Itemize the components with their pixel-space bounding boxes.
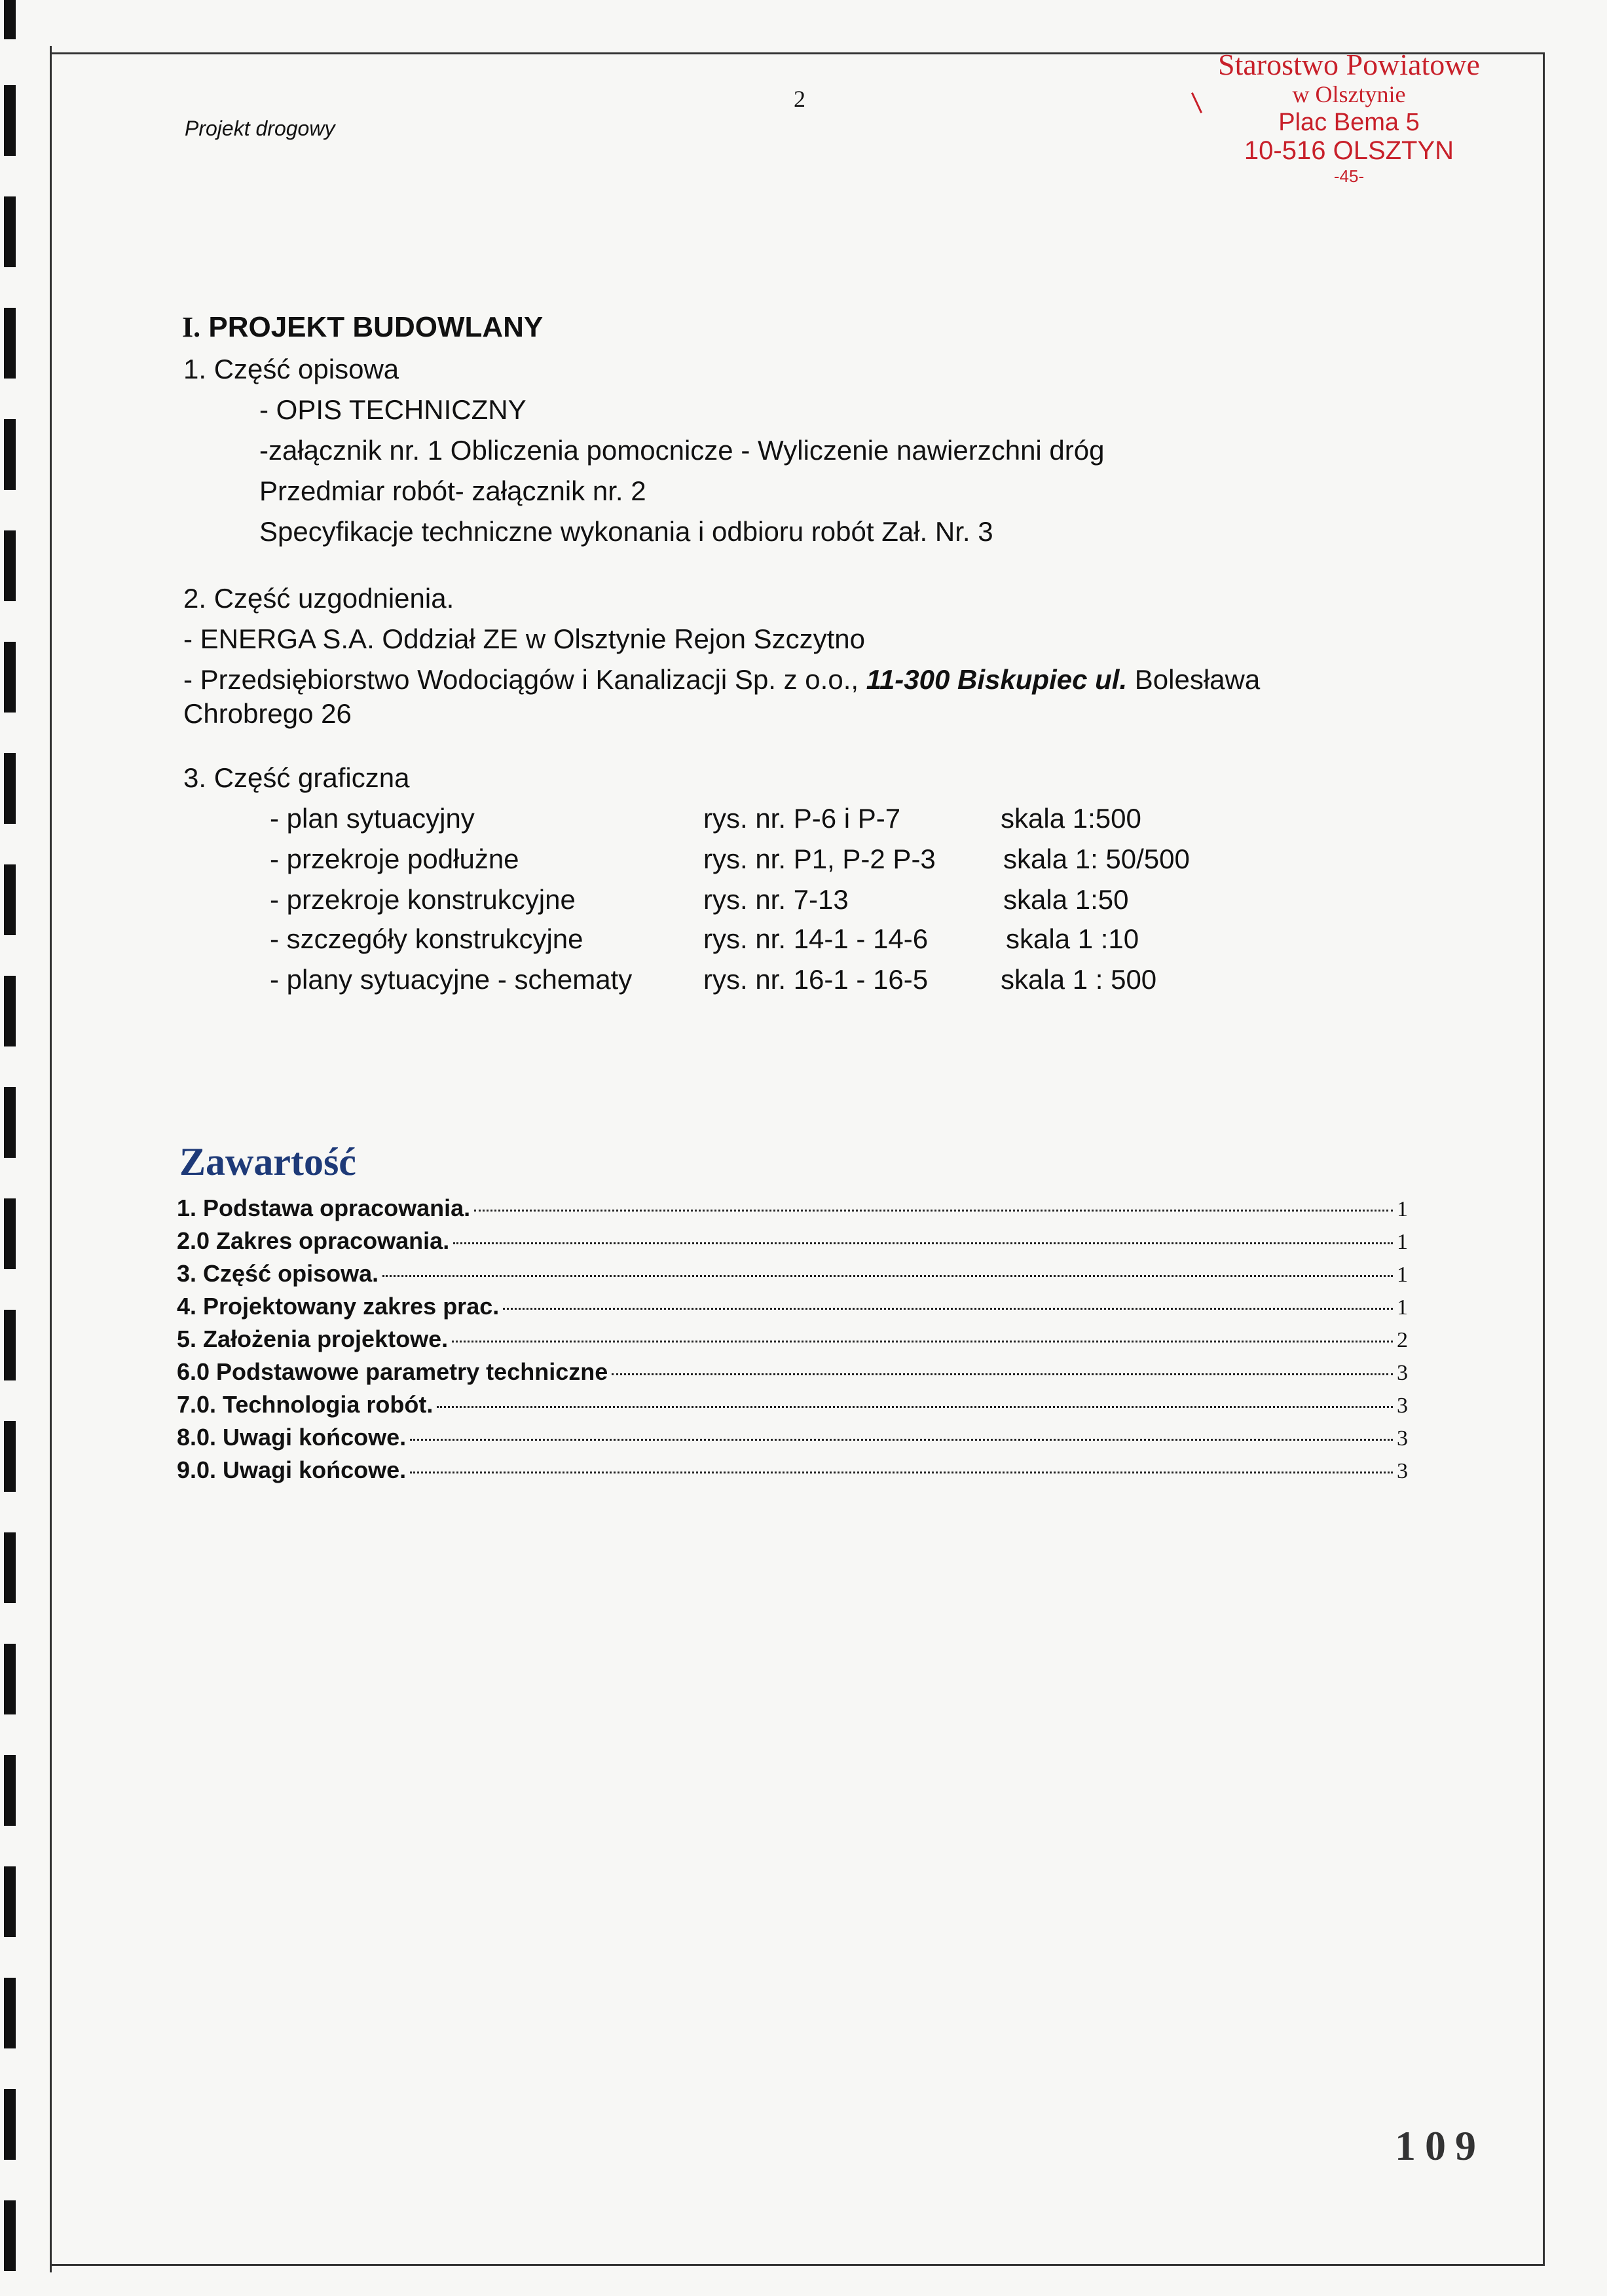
drawing-scale: skala 1: 50/500: [1003, 843, 1190, 874]
binding-mark: [4, 1087, 16, 1158]
drawing-scale: skala 1 : 500: [1001, 964, 1157, 995]
binding-mark: [4, 419, 16, 490]
binding-mark: [4, 308, 16, 379]
toc-entry[interactable]: [177, 1260, 1408, 1293]
part1-item: Specyfikacje techniczne wykonania i odbioru robót Zał. Nr. 3: [259, 516, 993, 547]
stamp-line-1: Starostwo Powiatowe: [1218, 48, 1480, 81]
part2-heading: 2. Część uzgodnienia.: [183, 583, 454, 614]
part1-item: -załącznik nr. 1 Obliczenia pomocnicze - Wyliczenie nawierzchni dróg: [259, 435, 1105, 466]
binding-mark: [4, 1198, 16, 1269]
contents-list: [177, 1194, 1408, 1489]
part2-line: [183, 664, 1260, 695]
drawing-scale: skala 1:50: [1003, 884, 1129, 915]
toc-leader: [474, 1210, 1393, 1212]
part2-line-text: - Przedsiębiorstwo Wodociągów i Kanalizacji Sp. z o.o.,: [183, 664, 866, 695]
drawing-name: - przekroje podłużne: [270, 843, 519, 874]
drawing-ref: rys. nr. 7-13: [703, 884, 849, 915]
toc-page: 3: [1397, 1459, 1408, 1483]
binding-mark: [4, 2200, 16, 2271]
toc-label: 5. Założenia projektowe.: [177, 1325, 449, 1352]
toc-page: 3: [1397, 1394, 1408, 1418]
drawing-name: - plan sytuacyjny: [270, 803, 475, 834]
section-heading: [182, 310, 543, 344]
toc-label: 3. Część opisowa.: [177, 1260, 379, 1287]
toc-leader: [410, 1472, 1393, 1473]
drawing-ref: rys. nr. 14-1 - 14-6: [703, 923, 929, 954]
binding-mark: [4, 1532, 16, 1603]
binding-mark: [4, 864, 16, 935]
binding-mark: [4, 196, 16, 267]
part2-line: Chrobrego 26: [183, 698, 352, 729]
binding-mark: [4, 1755, 16, 1826]
binding-mark: [4, 530, 16, 601]
drawing-ref: rys. nr. P-6 i P-7: [703, 803, 901, 834]
toc-label: 4. Projektowany zakres prac.: [177, 1293, 500, 1320]
toc-page: 1: [1397, 1197, 1408, 1221]
toc-page: 2: [1397, 1328, 1408, 1352]
toc-label: 2.0 Zakres opracowania.: [177, 1227, 450, 1254]
page-number: 2: [794, 86, 805, 112]
binding-mark: [4, 976, 16, 1046]
binding-mark: [4, 85, 16, 156]
toc-leader: [452, 1341, 1393, 1342]
frame-border-bottom: [51, 2264, 1544, 2266]
stamp-line-4: 10-516 OLSZTYN: [1244, 136, 1454, 165]
binding-mark: [4, 1978, 16, 2048]
toc-page: 1: [1397, 1263, 1408, 1287]
drawing-ref: rys. nr. 16-1 - 16-5: [703, 964, 929, 995]
stamp-line-5: -45-: [1333, 166, 1365, 186]
toc-entry[interactable]: [177, 1227, 1408, 1260]
toc-leader: [410, 1439, 1393, 1441]
toc-leader: [503, 1308, 1393, 1310]
drawing-name: - szczegóły konstrukcyjne: [270, 923, 583, 954]
toc-page: 1: [1397, 1230, 1408, 1254]
drawing-scale: skala 1:500: [1001, 803, 1141, 834]
stamp-line-3: Plac Bema 5: [1278, 109, 1420, 136]
toc-label: 7.0. Technologia robót.: [177, 1391, 434, 1418]
section-title: PROJEKT BUDOWLANY: [208, 311, 544, 343]
binding-mark: [4, 642, 16, 713]
toc-label: 1. Podstawa opracowania.: [177, 1194, 471, 1221]
toc-leader: [437, 1406, 1393, 1408]
toc-entry[interactable]: [177, 1293, 1408, 1325]
toc-entry[interactable]: [177, 1456, 1408, 1489]
contents-title: Zawartość: [179, 1140, 356, 1183]
office-stamp: [1172, 50, 1526, 185]
toc-page: 1: [1397, 1295, 1408, 1320]
drawing-name: - przekroje konstrukcyjne: [270, 884, 576, 915]
binding-mark: [4, 1421, 16, 1492]
drawing-scale: skala 1 :10: [1006, 923, 1139, 954]
toc-entry[interactable]: [177, 1424, 1408, 1456]
toc-page: 3: [1397, 1361, 1408, 1385]
toc-label: 8.0. Uwagi końcowe.: [177, 1424, 407, 1451]
toc-label: 9.0. Uwagi końcowe.: [177, 1456, 407, 1483]
drawing-name: - plany sytuacyjne - schematy: [270, 964, 633, 995]
binding-mark: [4, 1644, 16, 1714]
stamped-page-counter: 109: [1395, 2122, 1485, 2169]
toc-entry[interactable]: [177, 1391, 1408, 1424]
toc-entry[interactable]: [177, 1325, 1408, 1358]
toc-entry[interactable]: [177, 1194, 1408, 1227]
margin-line: [50, 46, 52, 2272]
part1-item: Przedmiar robót- załącznik nr. 2: [259, 475, 646, 506]
stamp-line-2: w Olsztynie: [1292, 81, 1406, 107]
drawing-ref: rys. nr. P1, P-2 P-3: [703, 843, 936, 874]
binding-mark: [4, 0, 16, 39]
part2-line: - ENERGA S.A. Oddział ZE w Olsztynie Rejon Szczytno: [183, 623, 866, 654]
toc-leader: [382, 1275, 1393, 1277]
binding-mark: [4, 1310, 16, 1380]
section-roman: I.: [182, 311, 201, 343]
frame-border-right: [1543, 52, 1545, 2266]
toc-page: 3: [1397, 1426, 1408, 1451]
binding-mark: [4, 2089, 16, 2160]
toc-leader: [453, 1242, 1393, 1244]
part2-line-text: Bolesława: [1127, 664, 1261, 695]
binding-mark: [4, 753, 16, 824]
part3-heading: 3. Część graficzna: [183, 762, 410, 793]
toc-leader: [612, 1373, 1393, 1375]
part1-item: - OPIS TECHNICZNY: [259, 394, 526, 425]
part1-heading: 1. Część opisowa: [183, 354, 399, 384]
part2-address-bold: 11-300 Biskupiec ul.: [866, 664, 1128, 695]
header-project-label: Projekt drogowy: [185, 117, 335, 140]
toc-entry[interactable]: [177, 1358, 1408, 1391]
toc-label: 6.0 Podstawowe parametry techniczne: [177, 1358, 608, 1385]
binding-mark: [4, 1866, 16, 1937]
